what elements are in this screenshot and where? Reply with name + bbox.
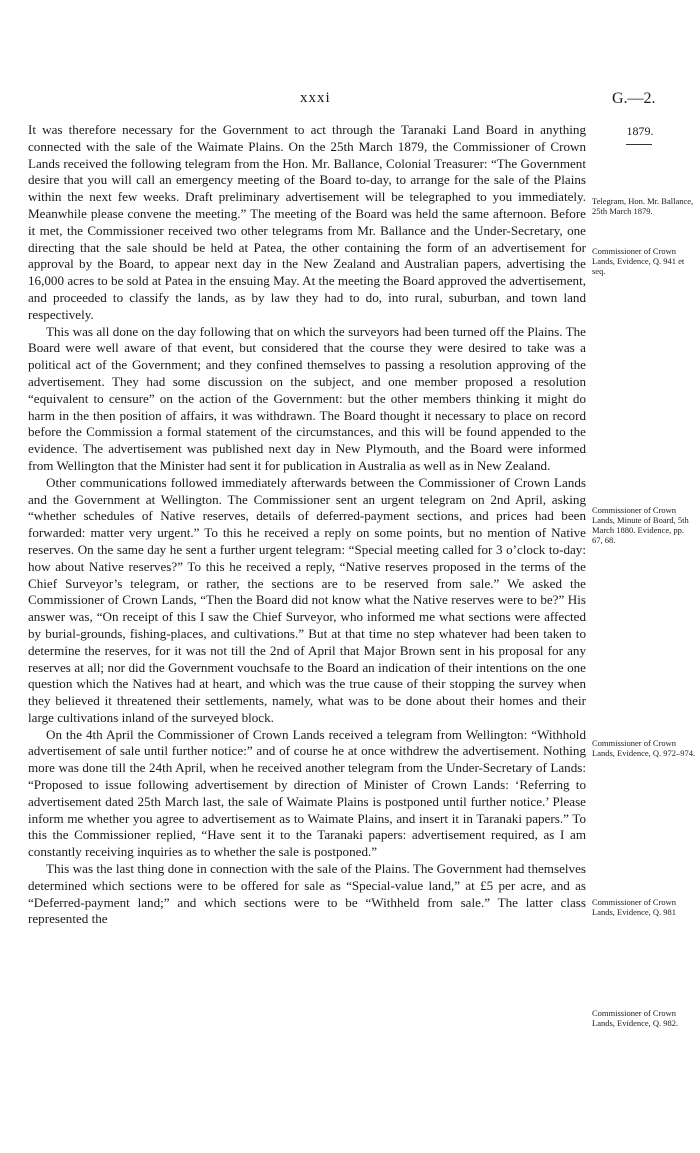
page-number: xxxi bbox=[300, 90, 331, 106]
margin-note-minute-of-board: Commissioner of Crown Lands, Minute of Board, 5th March 1880. Evidence, pp. 67, 68. bbox=[592, 505, 689, 545]
margin-note-evidence-972: Commissioner of Crown Lands, Evidence, Q. 972–974. bbox=[592, 738, 696, 758]
paragraph: This was the last thing done in connection with the sale of the Plains. The Government had themselves determined which sections were to be offered for sale as “Special-value land,” at £5 per acre, and as “Deferred-payment land;” and which sections were to be “Withheld from sale.” The latter class represented the bbox=[28, 861, 586, 927]
paragraph: It was therefore necessary for the Government to act through the Taranaki Land Board in anything connected with the sale of the Waimate Plains. On the 25th March 1879, the Commissioner of Crown Lands received the following telegram from the Hon. Mr. Ballance, Colonial Treasurer: “The Government desire that you will call an emergency meeting of the Board to-day, to arrange for the sale of the Plains within the next few weeks. Draft preliminary advertisement will be telegraphed to you immediately. Meanwhile please convene the meeting.” The meeting of the Board was held the same afternoon. Before it met, the Commissioner received two other telegrams from Mr. Ballance and the Under-Secretary, one directing that the sale should be held at Patea, the other containing the form of an advertisement for approval by the Board, to appear next day in the New Zealand and Australian papers, advertising the 16,000 acres to be sold at Patea in the ensuing May. At the meeting the Board approved the advertisement, and proceeded to classify the lands, as by law they had to do, into rural, suburban, and town land respectively. bbox=[28, 122, 586, 322]
series-label: G.—2. bbox=[612, 90, 656, 107]
page-header bbox=[0, 90, 700, 110]
margin-note-evidence-981: Commissioner of Crown Lands, Evidence, Q. 981 bbox=[592, 897, 677, 917]
paragraph: This was all done on the day following that on which the surveyors had been turned off the Plains. The Board were well aware of that event, but considered that the course they were desired to take was a political act of the Government; and they confined themselves to passing a resolution approving of the advertisement. They had some discussion on the subject, and one member proposed a resolution “equivalent to censure” on the action of the Government: but the other members thinking it might do harm in the then position of affairs, it was withdrawn. The Board thought it necessary to place on record before the Commission a formal statement of the circumstances, and this will be found appended to the evidence. The advertisement was published next day in New Plymouth, and the Board were informed from Wellington that the Minister had sent it for publication in Australia as well as in New Zealand. bbox=[28, 323, 586, 473]
margin-note-evidence-982: Commissioner of Crown Lands, Evidence, Q. 982. bbox=[592, 1008, 679, 1028]
margin-year: 1879. bbox=[626, 124, 654, 138]
margin-year-rule bbox=[626, 144, 652, 145]
paragraph: On the 4th April the Commissioner of Crown Lands received a telegram from Wellington: “Withhold advertisement of sale until further notice:” and of course he at once withdrew the advertisement. Nothing more was done till the 24th April, when he received another telegram from the Under-Secretary of Lands: “Proposed to issue following advertisement by direction of Minister of Crown Lands: ‘Referring to advertisement dated 25th March last, the sale of Waimate Plains is postponed until further notice.’ Please inform me whether you agree to advertisement as to Waimate Plains, and insert it in Taranaki papers.” To this the Commissioner replied, “Have sent it to the Taranaki papers: advertisement required, as I am constantly receiving inquiries as to whether the sale is postponed.” bbox=[28, 726, 586, 860]
margin-note-evidence-941: Commissioner of Crown Lands, Evidence, Q. 941 et seq. bbox=[592, 246, 685, 276]
paragraph: Other communications followed immediately afterwards between the Commissioner of Crown Lands and the Government at Wellington. The Commissioner sent an urgent telegram on 2nd April, asking “whether schedules of Native reserves, details of deferred-payment sections, and prices had been forwarded: matter very urgent.” To this he received a reply on some points, but no mention of Native reserves. On the same day he sent a further urgent telegram: “Special meeting called for 3 o’clock to-day: how about Native reserves?” To this he received a reply, “Native reserves proposed in the terms of the Chief Surveyor’s telegram, or rather, the sections are to be reserved from sale.” We asked the Commissioner of Crown Lands, “Then the Board did not know what the Native reserves were to be?” His answer was, “On receipt of this I saw the Chief Surveyor, who informed me what sections were affected by burial-grounds, fishing-places, and cultivations.” But at that time no step whatever had been taken to determine the reserves, for it was not till the 2nd of April that Major Brown sent in his proposal for any reserves at all; nor did the Government vouchsafe to the Board an indication of their intentions on the one question which the Natives had at heart, and which was the true cause of their stopping the survey when they believed it threatened their settlements, namely, what was to be done about their homes and their large cultivations inland of the surveyed block. bbox=[28, 474, 586, 725]
margin-note-telegram: Telegram, Hon. Mr. Ballance, 25th March 1879. bbox=[592, 196, 694, 216]
body-text bbox=[28, 122, 586, 928]
